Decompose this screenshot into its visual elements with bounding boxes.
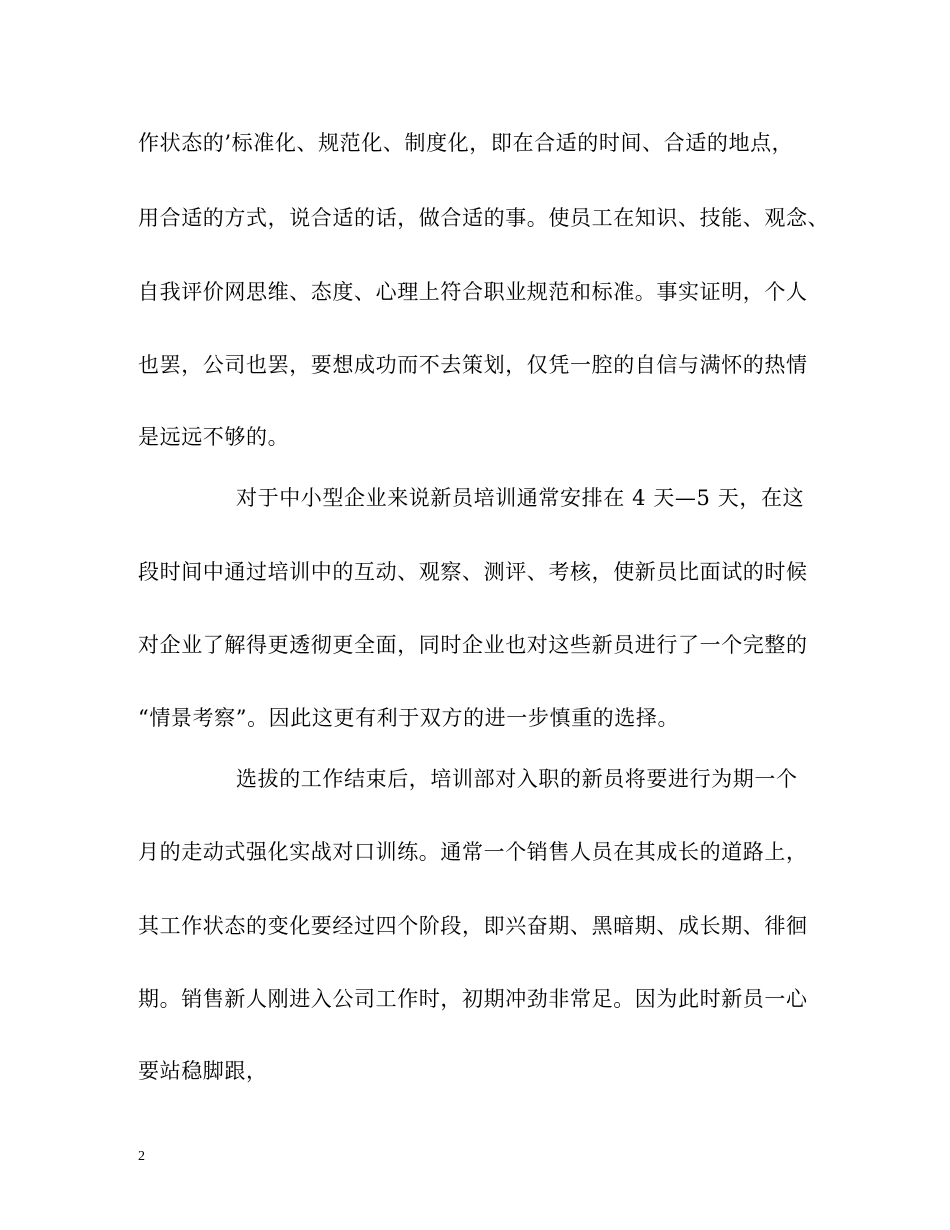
- text-line: 也罢，公司也罢，要想成功而不去策划，仅凭一腔的自信与满怀的热情: [138, 353, 808, 377]
- text-line: 对企业了解得更透彻更全面，同时企业也对这些新员进行了一个完整的: [138, 633, 808, 657]
- paragraph-start-line: 对于中小型企业来说新员培训通常安排在 4 天—5 天，在这: [236, 486, 805, 510]
- text-line: 期。销售新人刚进入公司工作时，初期冲劲非常足。因为此时新员一心: [138, 987, 808, 1011]
- text-line: 月的走动式强化实战对口训练。通常一个销售人员在其成长的道路上，: [138, 840, 808, 864]
- text-line: 段时间中通过培训中的互动、观察、测评、考核，使新员比面试的时候: [138, 560, 808, 584]
- page-number: 2: [138, 1149, 145, 1164]
- text-line: 其工作状态的变化要经过四个阶段，即兴奋期、黑暗期、成长期、徘徊: [138, 914, 808, 938]
- text-line: 是远远不够的。: [138, 425, 290, 449]
- text-line: 作状态的’标准化、规范化、制度化，即在合适的时间、合适的地点，: [138, 131, 794, 155]
- text-line: “情景考察”。因此这更有利于双方的进一步慎重的选择。: [138, 706, 680, 730]
- text-line: 要站稳脚跟，: [138, 1059, 268, 1083]
- paragraph-start-line: 选拔的工作结束后，培训部对入职的新员将要进行为期一个: [236, 767, 798, 791]
- text-line: 自我评价网思维、态度、心理上符合职业规范和标准。事实证明，个人: [138, 280, 808, 304]
- text-line: 用合适的方式，说合适的话，做合适的事。使员工在知识、技能、观念、: [138, 206, 830, 230]
